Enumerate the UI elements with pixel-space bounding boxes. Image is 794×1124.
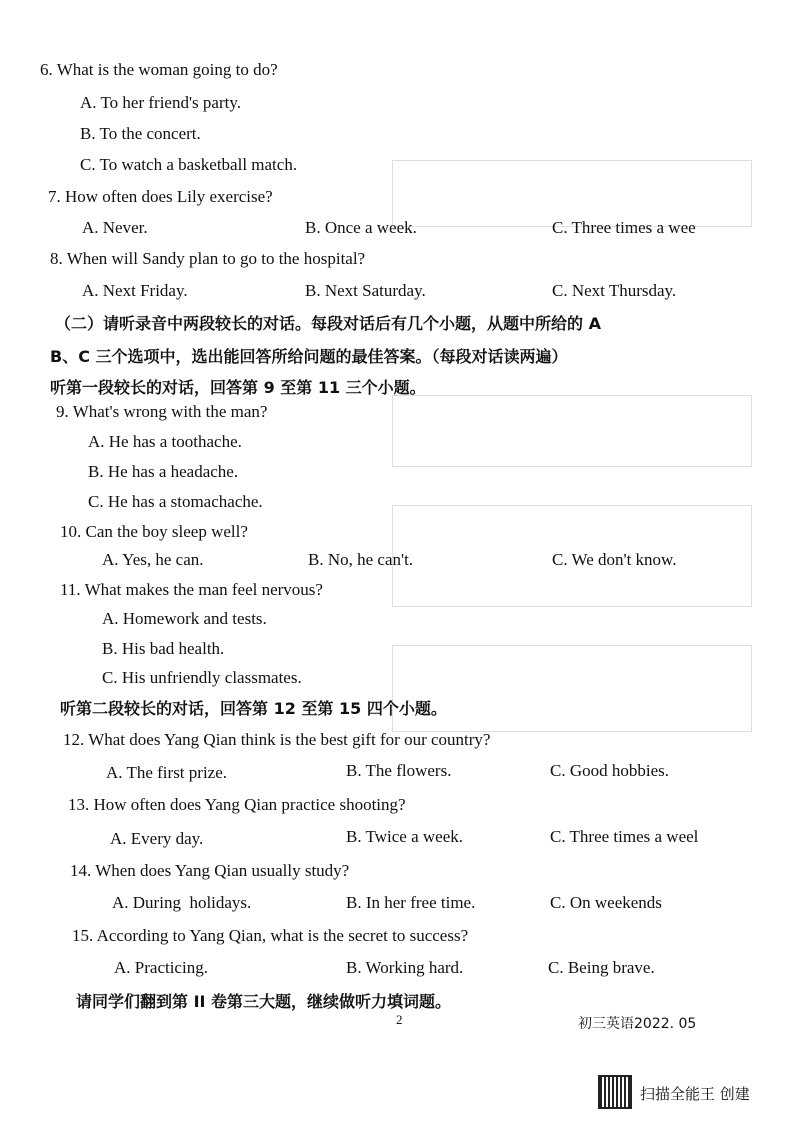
question-8 — [50, 249, 365, 269]
question-number: 8. — [50, 249, 63, 268]
question-number: 13. — [68, 795, 90, 814]
option-13c: C. Three times a weel — [550, 827, 699, 846]
question-number: 15. — [72, 926, 94, 945]
option-11c: C. His unfriendly classmates. — [102, 668, 302, 687]
option-6b: B. To the concert. — [80, 124, 201, 143]
question-number: 6. — [40, 60, 53, 79]
bleed-through-box — [392, 395, 752, 467]
option-10a: A. Yes, he can. — [102, 550, 204, 569]
question-number: 12. — [63, 730, 85, 749]
option-14a: A. During holidays. — [112, 893, 252, 912]
question-6 — [40, 60, 278, 80]
question-text: How often does Yang Qian practice shooting? — [93, 795, 406, 814]
option-13a: A. Every day. — [110, 829, 204, 848]
question-number: 10. — [60, 522, 82, 541]
question-10 — [60, 522, 248, 542]
option-7b: B. Once a week. — [305, 218, 417, 237]
option-10c: C. We don't know. — [552, 550, 677, 569]
dialog-1-intro: 听第一段较长的对话，回答第 9 至第 11 三个小题。 — [50, 378, 426, 397]
dialog-2-intro: 听第二段较长的对话，回答第 12 至第 15 四个小题。 — [60, 699, 447, 718]
question-15 — [72, 926, 468, 946]
option-10b: B. No, he can't. — [308, 550, 414, 569]
question-text: What does Yang Qian think is the best gift for our country? — [88, 730, 491, 749]
option-11a: A. Homework and tests. — [102, 609, 267, 628]
option-14b: B. In her free time. — [346, 893, 476, 912]
question-number: 11. — [60, 580, 81, 599]
question-text: When will Sandy plan to go to the hospital? — [66, 249, 366, 268]
question-text: What's wrong with the man? — [72, 402, 268, 421]
question-9 — [56, 402, 267, 422]
option-15c: C. Being brave. — [548, 958, 655, 977]
option-9c: C. He has a stomachache. — [88, 492, 263, 511]
option-12b: B. The flowers. — [346, 761, 452, 780]
option-12c: C. Good hobbies. — [550, 761, 669, 780]
question-text: Can the boy sleep well? — [85, 522, 248, 541]
option-9a: A. He has a toothache. — [88, 432, 242, 451]
option-6a: A. To her friend's party. — [80, 93, 241, 112]
question-14 — [70, 861, 349, 881]
qr-code-icon — [598, 1075, 632, 1109]
question-number: 7. — [48, 187, 61, 206]
question-12 — [63, 730, 490, 750]
question-text: What makes the man feel nervous? — [84, 580, 323, 599]
exam-label: 初三英语2022. 05 — [578, 1016, 697, 1032]
option-11b: B. His bad health. — [102, 639, 225, 658]
option-15b: B. Working hard. — [346, 958, 464, 977]
option-8b: B. Next Saturday. — [305, 281, 426, 300]
closing-instruction: 请同学们翻到第 II 卷第三大题，继续做听力填词题。 — [76, 992, 452, 1011]
scanner-watermark: 扫描全能王 创建 — [640, 1085, 750, 1103]
question-number: 14. — [70, 861, 92, 880]
question-text: What is the woman going to do? — [56, 60, 278, 79]
option-7a: A. Never. — [82, 218, 148, 237]
question-number: 9. — [56, 402, 69, 421]
option-8c: C. Next Thursday. — [552, 281, 677, 300]
question-text: According to Yang Qian, what is the secret to success? — [96, 926, 469, 945]
option-12a: A. The first prize. — [106, 763, 228, 782]
question-text: How often does Lily exercise? — [65, 187, 273, 206]
option-8a: A. Next Friday. — [82, 281, 188, 300]
question-text: When does Yang Qian usually study? — [95, 861, 350, 880]
question-7 — [48, 187, 273, 207]
page-number: 2 — [396, 1012, 403, 1027]
section-2-instructions-line1: （二）请听录音中两段较长的对话。每段对话后有几个小题，从题中所给的 A — [55, 314, 601, 333]
section-2-instructions-line2: B、C 三个选项中，选出能回答所给问题的最佳答案。（每段对话读两遍） — [50, 347, 568, 366]
option-6c: C. To watch a basketball match. — [80, 155, 298, 174]
option-9b: B. He has a headache. — [88, 462, 239, 481]
option-14c: C. On weekends — [550, 893, 662, 912]
question-13 — [68, 795, 406, 815]
option-13b: B. Twice a week. — [346, 827, 463, 846]
option-7c: C. Three times a wee — [552, 218, 696, 237]
question-11 — [60, 580, 323, 600]
option-15a: A. Practicing. — [114, 958, 208, 977]
bleed-through-box — [392, 160, 752, 227]
